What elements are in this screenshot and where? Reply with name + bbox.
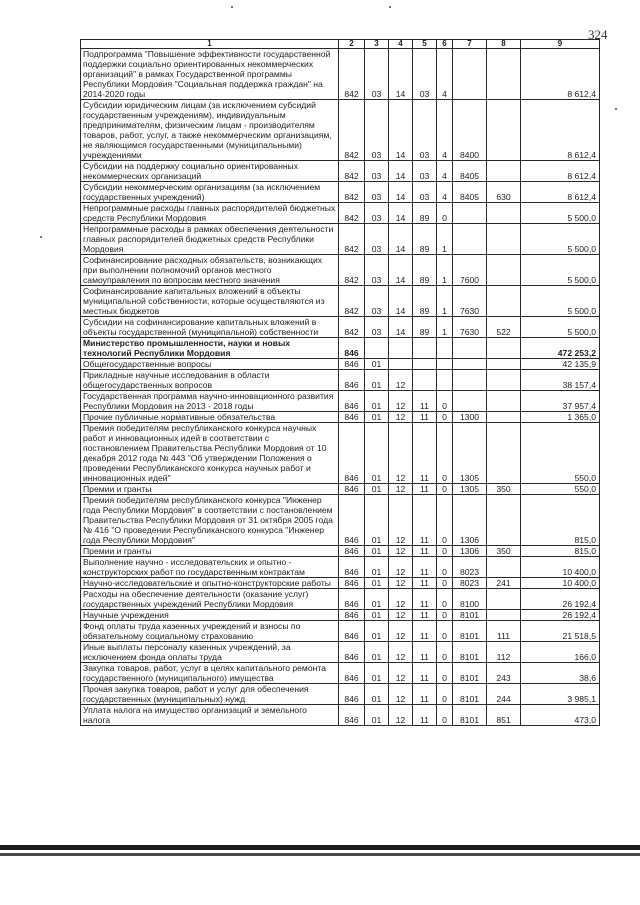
code-cell-c7: 7630 <box>453 286 487 317</box>
amount-cell: 1 365,0 <box>521 412 600 423</box>
row-name-cell: Субсидии некоммерческим организациям (за исключением государственных учреждений) <box>81 182 339 203</box>
header-row <box>81 40 600 49</box>
row-name-cell: Субсидии на поддержку социально ориентированных некоммерческих организаций <box>81 161 339 182</box>
code-cell-c6: 4 <box>437 49 453 100</box>
scan-speck <box>615 108 617 110</box>
code-cell-c8: 350 <box>487 484 521 495</box>
code-cell-c6 <box>437 338 453 359</box>
column-header: 7 <box>453 40 487 49</box>
code-cell-c5: 03 <box>413 49 437 100</box>
code-cell-c3: 01 <box>365 610 389 621</box>
table-row <box>81 286 600 317</box>
table-row <box>81 684 600 705</box>
code-cell-c8 <box>487 423 521 484</box>
code-cell-c8 <box>487 203 521 224</box>
table-row <box>81 317 600 338</box>
code-cell-c7: 8101 <box>453 642 487 663</box>
code-cell-c3: 01 <box>365 557 389 578</box>
code-cell-c2: 846 <box>339 621 365 642</box>
table-row <box>81 589 600 610</box>
code-cell-c2: 846 <box>339 370 365 391</box>
table-row <box>81 412 600 423</box>
code-cell-c5: 89 <box>413 203 437 224</box>
code-cell-c7: 8101 <box>453 684 487 705</box>
row-name-cell: Научно-исследовательские и опытно-конструкторские работы <box>81 578 339 589</box>
code-cell-c3: 01 <box>365 495 389 546</box>
code-cell-c8 <box>487 49 521 100</box>
code-cell-c8 <box>487 557 521 578</box>
row-name-cell: Субсидии юридическим лицам (за исключением субсидий государственным учреждениям), индивидуальным предпринимателям, физическим лицам - производителям товаров, работ, услуг, а также некоммерческим организациям, не являющимся государственными (муниципальными) учреждениями <box>81 100 339 161</box>
code-cell-c6: 0 <box>437 705 453 726</box>
code-cell-c5: 11 <box>413 705 437 726</box>
column-header: 8 <box>487 40 521 49</box>
code-cell-c3: 03 <box>365 182 389 203</box>
amount-cell: 26 192,4 <box>521 589 600 610</box>
code-cell-c5: 11 <box>413 684 437 705</box>
code-cell-c2: 846 <box>339 423 365 484</box>
code-cell-c8 <box>487 495 521 546</box>
table-body <box>81 49 600 726</box>
code-cell-c7: 8101 <box>453 663 487 684</box>
code-cell-c2: 846 <box>339 495 365 546</box>
amount-cell: 166,0 <box>521 642 600 663</box>
code-cell-c4: 14 <box>389 100 413 161</box>
table-row <box>81 161 600 182</box>
column-header: 1 <box>81 40 339 49</box>
table-row <box>81 359 600 370</box>
code-cell-c4: 14 <box>389 255 413 286</box>
code-cell-c2: 846 <box>339 642 365 663</box>
row-name-cell: Субсидии на софинансирование капитальных вложений в объекты государственной (муниципальной) собственности <box>81 317 339 338</box>
row-name-cell: Фонд оплаты труда казенных учреждений и взносы по обязательному социальному страхованию <box>81 621 339 642</box>
table-row <box>81 182 600 203</box>
code-cell-c7 <box>453 391 487 412</box>
code-cell-c6: 0 <box>437 203 453 224</box>
code-cell-c4: 12 <box>389 484 413 495</box>
code-cell-c8 <box>487 255 521 286</box>
code-cell-c4: 12 <box>389 546 413 557</box>
code-cell-c7: 8101 <box>453 705 487 726</box>
code-cell-c7 <box>453 203 487 224</box>
code-cell-c3: 03 <box>365 203 389 224</box>
code-cell-c8 <box>487 100 521 161</box>
code-cell-c4: 14 <box>389 224 413 255</box>
table-row <box>81 495 600 546</box>
table-row <box>81 338 600 359</box>
code-cell-c4: 14 <box>389 49 413 100</box>
row-name-cell: Научные учреждения <box>81 610 339 621</box>
table-row <box>81 391 600 412</box>
row-name-cell: Общегосударственные вопросы <box>81 359 339 370</box>
column-header: 9 <box>521 40 600 49</box>
code-cell-c3: 01 <box>365 412 389 423</box>
code-cell-c7: 1305 <box>453 484 487 495</box>
code-cell-c4: 12 <box>389 705 413 726</box>
row-name-cell: Непрограммные расходы главных распорядителей бюджетных средств Республики Мордовия <box>81 203 339 224</box>
code-cell-c8 <box>487 338 521 359</box>
code-cell-c4: 12 <box>389 412 413 423</box>
amount-cell: 473,0 <box>521 705 600 726</box>
code-cell-c3: 03 <box>365 49 389 100</box>
code-cell-c6: 0 <box>437 621 453 642</box>
code-cell-c7: 7630 <box>453 317 487 338</box>
code-cell-c3: 01 <box>365 359 389 370</box>
code-cell-c4: 12 <box>389 621 413 642</box>
code-cell-c8 <box>487 391 521 412</box>
code-cell-c6: 0 <box>437 412 453 423</box>
row-name-cell: Иные выплаты персоналу казенных учреждений, за исключением фонда оплаты труда <box>81 642 339 663</box>
code-cell-c6: 0 <box>437 484 453 495</box>
code-cell-c8 <box>487 161 521 182</box>
code-cell-c5: 89 <box>413 286 437 317</box>
code-cell-c2: 846 <box>339 705 365 726</box>
code-cell-c4: 12 <box>389 610 413 621</box>
code-cell-c4: 12 <box>389 495 413 546</box>
code-cell-c4: 12 <box>389 370 413 391</box>
row-name-cell: Выполнение научно - исследовательских и опытно - конструкторских работ по государственным контрактам <box>81 557 339 578</box>
code-cell-c3: 03 <box>365 100 389 161</box>
table-row <box>81 546 600 557</box>
code-cell-c2: 846 <box>339 546 365 557</box>
scan-speck <box>231 6 233 8</box>
amount-cell: 26 192,4 <box>521 610 600 621</box>
row-name-cell: Уплата налога на имущество организаций и земельного налога <box>81 705 339 726</box>
row-name-cell: Прикладные научные исследования в области общегосударственных вопросов <box>81 370 339 391</box>
code-cell-c6: 0 <box>437 423 453 484</box>
code-cell-c8: 241 <box>487 578 521 589</box>
code-cell-c2: 842 <box>339 100 365 161</box>
code-cell-c5: 11 <box>413 423 437 484</box>
table-row <box>81 663 600 684</box>
code-cell-c8 <box>487 286 521 317</box>
table-row <box>81 484 600 495</box>
code-cell-c7 <box>453 359 487 370</box>
row-name-cell: Министерство промышленности, науки и новых технологий Республики Мордовия <box>81 338 339 359</box>
code-cell-c4: 14 <box>389 161 413 182</box>
code-cell-c3: 01 <box>365 370 389 391</box>
code-cell-c7: 7600 <box>453 255 487 286</box>
code-cell-c3: 01 <box>365 546 389 557</box>
code-cell-c6: 0 <box>437 642 453 663</box>
amount-cell: 5 500,0 <box>521 286 600 317</box>
code-cell-c7 <box>453 224 487 255</box>
code-cell-c5: 11 <box>413 412 437 423</box>
amount-cell: 8 612,4 <box>521 100 600 161</box>
code-cell-c5: 11 <box>413 495 437 546</box>
table-row <box>81 642 600 663</box>
code-cell-c7 <box>453 338 487 359</box>
code-cell-c6: 1 <box>437 317 453 338</box>
code-cell-c8: 851 <box>487 705 521 726</box>
code-cell-c8 <box>487 370 521 391</box>
code-cell-c5: 89 <box>413 317 437 338</box>
row-name-cell: Прочие публичные нормативные обязательства <box>81 412 339 423</box>
amount-cell: 8 612,4 <box>521 49 600 100</box>
code-cell-c7: 1305 <box>453 423 487 484</box>
code-cell-c3: 03 <box>365 255 389 286</box>
column-header: 2 <box>339 40 365 49</box>
amount-cell: 550,0 <box>521 423 600 484</box>
code-cell-c8 <box>487 224 521 255</box>
code-cell-c5: 89 <box>413 255 437 286</box>
code-cell-c6: 4 <box>437 100 453 161</box>
code-cell-c2: 846 <box>339 578 365 589</box>
code-cell-c7: 1300 <box>453 412 487 423</box>
code-cell-c5: 11 <box>413 391 437 412</box>
code-cell-c3: 01 <box>365 621 389 642</box>
code-cell-c8: 522 <box>487 317 521 338</box>
code-cell-c8: 112 <box>487 642 521 663</box>
table-row <box>81 621 600 642</box>
code-cell-c5: 11 <box>413 589 437 610</box>
code-cell-c3 <box>365 338 389 359</box>
table-row <box>81 705 600 726</box>
amount-cell: 21 518,5 <box>521 621 600 642</box>
code-cell-c6: 0 <box>437 557 453 578</box>
code-cell-c3: 03 <box>365 161 389 182</box>
row-name-cell: Премия победителям республиканского конкурса научных работ и инновационных идей в соответствии с постановлением Правительства Республики Мордовия от 10 декабря 2012 года № 443 "Об утверждении Положения о проведении Республиканского конкурса научных работ и инновационных идей" <box>81 423 339 484</box>
amount-cell: 815,0 <box>521 495 600 546</box>
column-header: 5 <box>413 40 437 49</box>
code-cell-c2: 842 <box>339 203 365 224</box>
code-cell-c6: 0 <box>437 610 453 621</box>
code-cell-c5: 03 <box>413 182 437 203</box>
code-cell-c8: 243 <box>487 663 521 684</box>
table-row <box>81 610 600 621</box>
amount-cell: 8 612,4 <box>521 182 600 203</box>
code-cell-c8: 630 <box>487 182 521 203</box>
amount-cell: 38,6 <box>521 663 600 684</box>
row-name-cell: Государственная программа научно-инновационного развития Республики Мордовия на 2013 - 2018 годы <box>81 391 339 412</box>
code-cell-c5: 11 <box>413 484 437 495</box>
scan-speck <box>389 6 391 8</box>
table-row <box>81 255 600 286</box>
code-cell-c6: 1 <box>437 224 453 255</box>
code-cell-c4: 14 <box>389 317 413 338</box>
page-number: 324 <box>588 27 608 42</box>
code-cell-c7: 8101 <box>453 621 487 642</box>
code-cell-c3: 01 <box>365 578 389 589</box>
code-cell-c4 <box>389 338 413 359</box>
code-cell-c8 <box>487 610 521 621</box>
amount-cell: 38 157,4 <box>521 370 600 391</box>
code-cell-c7: 8023 <box>453 578 487 589</box>
code-cell-c7: 8400 <box>453 100 487 161</box>
amount-cell: 37 957,4 <box>521 391 600 412</box>
code-cell-c5: 03 <box>413 100 437 161</box>
code-cell-c2: 842 <box>339 161 365 182</box>
code-cell-c6: 0 <box>437 684 453 705</box>
code-cell-c2: 846 <box>339 663 365 684</box>
table-row <box>81 578 600 589</box>
budget-table <box>80 39 600 726</box>
row-name-cell: Прочая закупка товаров, работ и услуг для обеспечения государственных (муниципальных) нужд <box>81 684 339 705</box>
code-cell-c6: 0 <box>437 578 453 589</box>
row-name-cell: Премии и гранты <box>81 484 339 495</box>
code-cell-c5: 03 <box>413 161 437 182</box>
code-cell-c2: 846 <box>339 412 365 423</box>
code-cell-c3: 01 <box>365 484 389 495</box>
code-cell-c5: 11 <box>413 621 437 642</box>
code-cell-c4: 12 <box>389 578 413 589</box>
code-cell-c6: 0 <box>437 546 453 557</box>
code-cell-c5 <box>413 338 437 359</box>
column-header: 4 <box>389 40 413 49</box>
row-name-cell: Софинансирование расходных обязательств, возникающих при выполнении полномочий органов местного самоуправления по вопросам местного значения <box>81 255 339 286</box>
table-row <box>81 224 600 255</box>
code-cell-c6: 0 <box>437 495 453 546</box>
amount-cell: 10 400,0 <box>521 578 600 589</box>
code-cell-c2: 842 <box>339 317 365 338</box>
amount-cell: 10 400,0 <box>521 557 600 578</box>
row-name-cell: Премия победителям республиканского конкурса "Инженер года Республики Мордовия" в соответствии с постановлением Правительства Республики Мордовия от 31 октября 2005 года № 416 "О проведении Республиканского конкурса "Инженер года Республики Мордовия" <box>81 495 339 546</box>
amount-cell: 5 500,0 <box>521 224 600 255</box>
code-cell-c8: 244 <box>487 684 521 705</box>
code-cell-c3: 01 <box>365 391 389 412</box>
amount-cell: 8 612,4 <box>521 161 600 182</box>
code-cell-c5: 11 <box>413 578 437 589</box>
code-cell-c6 <box>437 359 453 370</box>
column-header: 6 <box>437 40 453 49</box>
table-row <box>81 370 600 391</box>
scan-border-line <box>0 845 640 850</box>
code-cell-c6 <box>437 370 453 391</box>
code-cell-c3: 01 <box>365 663 389 684</box>
amount-cell: 5 500,0 <box>521 203 600 224</box>
code-cell-c2: 842 <box>339 255 365 286</box>
code-cell-c4: 12 <box>389 391 413 412</box>
code-cell-c4: 14 <box>389 182 413 203</box>
code-cell-c3: 01 <box>365 642 389 663</box>
code-cell-c8 <box>487 359 521 370</box>
code-cell-c5 <box>413 359 437 370</box>
row-name-cell: Непрограммные расходы в рамках обеспечения деятельности главных распорядителей бюджетных средств Республики Мордовия <box>81 224 339 255</box>
code-cell-c4: 14 <box>389 203 413 224</box>
code-cell-c7: 8405 <box>453 182 487 203</box>
amount-cell: 3 985,1 <box>521 684 600 705</box>
row-name-cell: Софинансирование капитальных вложений в объекты муниципальной собственности, которые осуществляются из местных бюджетов <box>81 286 339 317</box>
code-cell-c2: 842 <box>339 49 365 100</box>
code-cell-c6: 0 <box>437 589 453 610</box>
code-cell-c8: 111 <box>487 621 521 642</box>
code-cell-c5: 11 <box>413 557 437 578</box>
code-cell-c6: 1 <box>437 255 453 286</box>
code-cell-c2: 846 <box>339 684 365 705</box>
code-cell-c7: 1306 <box>453 546 487 557</box>
code-cell-c2: 846 <box>339 484 365 495</box>
code-cell-c2: 846 <box>339 359 365 370</box>
code-cell-c3: 03 <box>365 224 389 255</box>
code-cell-c8 <box>487 589 521 610</box>
code-cell-c4 <box>389 359 413 370</box>
code-cell-c3: 01 <box>365 705 389 726</box>
code-cell-c2: 846 <box>339 610 365 621</box>
code-cell-c5: 11 <box>413 642 437 663</box>
table-row <box>81 423 600 484</box>
code-cell-c4: 12 <box>389 663 413 684</box>
code-cell-c5: 89 <box>413 224 437 255</box>
code-cell-c5 <box>413 370 437 391</box>
table-row <box>81 49 600 100</box>
code-cell-c5: 11 <box>413 663 437 684</box>
code-cell-c3: 03 <box>365 317 389 338</box>
amount-cell: 42 135,9 <box>521 359 600 370</box>
code-cell-c4: 12 <box>389 642 413 663</box>
scan-border-line <box>0 853 640 856</box>
code-cell-c7: 8405 <box>453 161 487 182</box>
code-cell-c7: 1306 <box>453 495 487 546</box>
code-cell-c2: 846 <box>339 589 365 610</box>
amount-cell: 5 500,0 <box>521 317 600 338</box>
code-cell-c7: 8101 <box>453 610 487 621</box>
code-cell-c4: 14 <box>389 286 413 317</box>
code-cell-c7 <box>453 49 487 100</box>
row-name-cell: Премии и гранты <box>81 546 339 557</box>
scan-speck <box>40 236 42 238</box>
code-cell-c2: 846 <box>339 338 365 359</box>
amount-cell: 815,0 <box>521 546 600 557</box>
code-cell-c5: 11 <box>413 546 437 557</box>
table-row <box>81 557 600 578</box>
amount-cell: 550,0 <box>521 484 600 495</box>
code-cell-c2: 842 <box>339 286 365 317</box>
code-cell-c2: 842 <box>339 182 365 203</box>
code-cell-c3: 01 <box>365 423 389 484</box>
row-name-cell: Расходы на обеспечение деятельности (оказание услуг) государственных учреждений Республики Мордовия <box>81 589 339 610</box>
code-cell-c7: 8023 <box>453 557 487 578</box>
code-cell-c6: 4 <box>437 161 453 182</box>
code-cell-c3: 01 <box>365 684 389 705</box>
code-cell-c3: 03 <box>365 286 389 317</box>
amount-cell: 472 253,2 <box>521 338 600 359</box>
code-cell-c2: 846 <box>339 391 365 412</box>
table-row <box>81 203 600 224</box>
code-cell-c6: 0 <box>437 663 453 684</box>
code-cell-c5: 11 <box>413 610 437 621</box>
code-cell-c4: 12 <box>389 557 413 578</box>
row-name-cell: Закупка товаров, работ, услуг в целях капитального ремонта государственного (муниципального) имущества <box>81 663 339 684</box>
table-row <box>81 100 600 161</box>
code-cell-c6: 0 <box>437 391 453 412</box>
code-cell-c7: 8100 <box>453 589 487 610</box>
amount-cell: 5 500,0 <box>521 255 600 286</box>
code-cell-c4: 12 <box>389 684 413 705</box>
code-cell-c3: 01 <box>365 589 389 610</box>
code-cell-c2: 842 <box>339 224 365 255</box>
code-cell-c2: 846 <box>339 557 365 578</box>
row-name-cell: Подпрограмма "Повышение эффективности государственной поддержки социально ориентированных некоммерческих организаций" в рамках Государственной программы Республики Мордовия "Социальная поддержка граждан" на 2014-2020 годы <box>81 49 339 100</box>
code-cell-c6: 4 <box>437 182 453 203</box>
code-cell-c4: 12 <box>389 589 413 610</box>
column-header: 3 <box>365 40 389 49</box>
code-cell-c4: 12 <box>389 423 413 484</box>
code-cell-c8: 350 <box>487 546 521 557</box>
code-cell-c6: 1 <box>437 286 453 317</box>
code-cell-c8 <box>487 412 521 423</box>
code-cell-c7 <box>453 370 487 391</box>
